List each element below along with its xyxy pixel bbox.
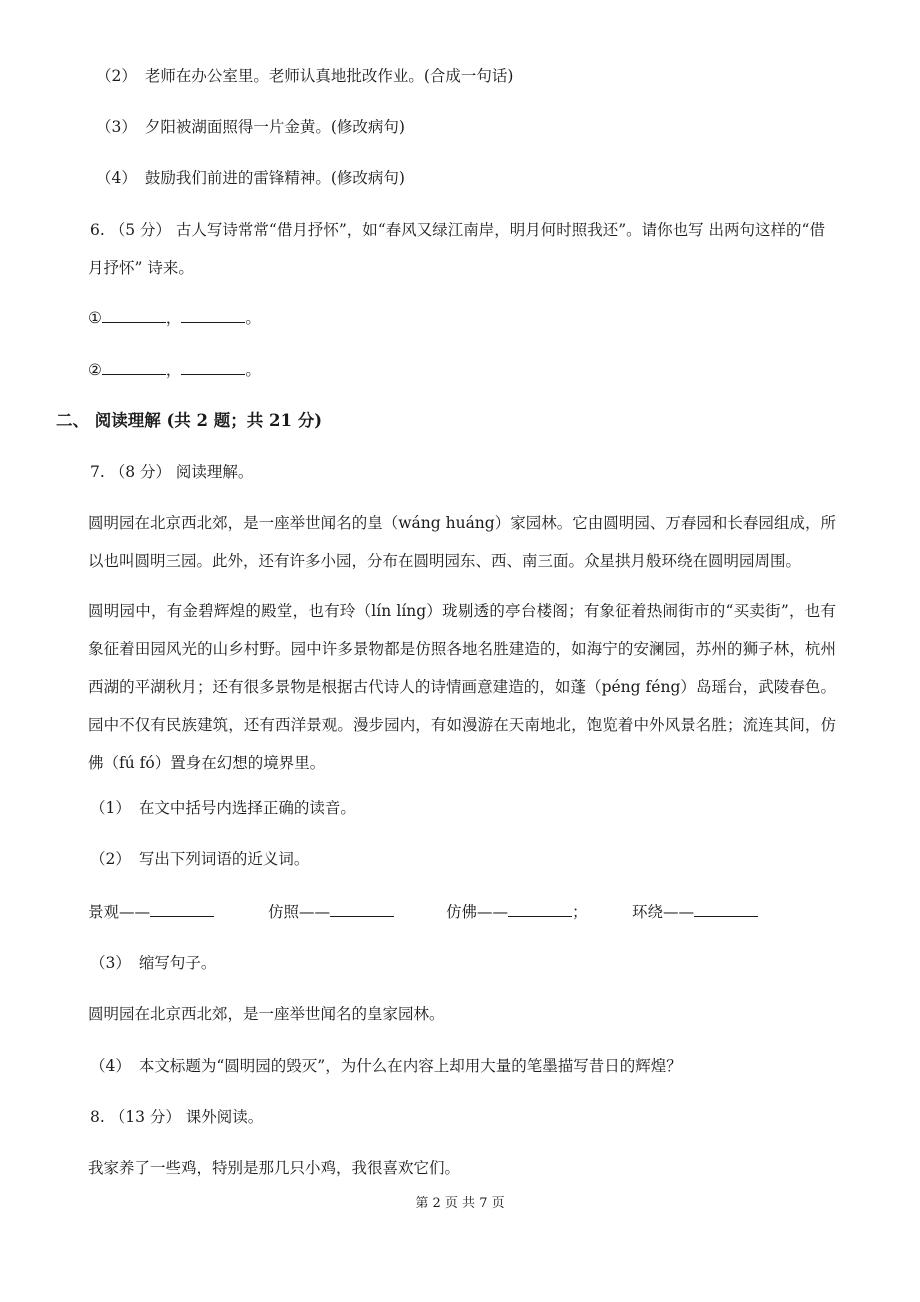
answer-blank[interactable]	[102, 359, 166, 375]
item-number: （1）	[90, 799, 131, 817]
item-text: 在文中括号内选择正确的读音。	[138, 799, 356, 817]
q6-prompt-line2: 月抒怀” 诗来。	[88, 259, 194, 277]
synonym-item-fangzhao	[268, 901, 394, 922]
item-text: 鼓励我们前进的雷锋精神。(修改病句)	[144, 169, 405, 187]
synonym-item-huanrao	[632, 901, 758, 922]
item-number: （2）	[90, 850, 131, 868]
answer-blank[interactable]	[181, 359, 245, 375]
q7-header: 7. （8 分） 阅读理解。	[90, 463, 254, 481]
q7-passage-paragraph-1: 圆明园在北京西北郊，是一座举世闻名的皇（wáng huáng）家园林。它由圆明园、万春园和长春园组成，所以也叫圆明三园。此外，还有许多小园，分布在圆明园东、西、南三面。众星拱月般环绕在圆明园周围。	[88, 514, 836, 570]
q7-sub-2	[90, 849, 309, 869]
circled-number-1: ①	[88, 309, 102, 327]
synonym-item-fangfu	[446, 901, 588, 922]
comma: ，	[165, 361, 182, 379]
q5-item-2	[96, 66, 513, 86]
q7-sub-3	[90, 953, 216, 973]
q7-sub-1	[90, 798, 356, 818]
item-text: 写出下列词语的近义词。	[138, 850, 310, 868]
semicolon: ；	[572, 903, 588, 921]
synonym-word: 仿佛——	[446, 903, 509, 921]
q7-passage-paragraph-2: 圆明园中，有金碧辉煌的殿堂，也有玲（lín líng）珑剔透的亭台楼阁；有象征着热闹街市的“买卖街”，也有象征着田园风光的山乡村野。园中许多景物都是仿照各地名胜建造的，如海宁的安澜园，苏州的狮子林，杭州西湖的平湖秋月；还有很多景物是根据古代诗人的诗情画意建造的，如蓬（péng féng）岛瑶台，武陵春色。园中不仅有民族建筑，还有西洋景观。漫步园内，有如漫游在天南地北，饱览着中外风景名胜；流连其间，仿佛（fú fó）置身在幻想的境界里。	[88, 602, 836, 772]
answer-blank[interactable]	[102, 307, 166, 323]
section-heading: 二、 阅读理解 (共 2 题；共 21 分)	[56, 411, 323, 430]
item-number: （4）	[96, 169, 137, 187]
synonym-word: 环绕——	[632, 903, 695, 921]
answer-blank[interactable]	[694, 901, 758, 917]
q6-answer-2	[88, 359, 261, 380]
q7-sentence-to-shorten: 圆明园在北京西北郊，是一座举世闻名的皇家园林。	[88, 1005, 445, 1023]
q8-header: 8. （13 分） 课外阅读。	[90, 1108, 264, 1126]
period: 。	[245, 361, 261, 379]
q7-sub-4	[90, 1056, 682, 1076]
synonym-item-jingguan	[88, 901, 214, 922]
period: 。	[245, 309, 261, 327]
synonym-word: 仿照——	[268, 903, 331, 921]
page-footer: 第 2 页 共 7 页	[415, 1196, 505, 1211]
item-text: 夕阳被湖面照得一片金黄。(修改病句)	[144, 118, 405, 136]
q6-answer-1	[88, 307, 261, 328]
q5-item-3	[96, 117, 405, 137]
circled-number-2: ②	[88, 361, 102, 379]
answer-blank[interactable]	[330, 901, 394, 917]
answer-blank[interactable]	[181, 307, 245, 323]
answer-blank[interactable]	[508, 901, 572, 917]
q8-passage-paragraph-1: 我家养了一些鸡，特别是那几只小鸡，我很喜欢它们。	[88, 1159, 461, 1177]
item-number: （2）	[96, 67, 137, 85]
q5-item-4	[96, 168, 405, 188]
q6-prompt-line1: 6. （5 分） 古人写诗常常“借月抒怀”，如“春风又绿江南岸，明月何时照我还”。请你也写 出两句这样的“借	[90, 221, 825, 239]
answer-blank[interactable]	[150, 901, 214, 917]
item-text: 缩写句子。	[138, 954, 217, 972]
item-text: 老师在办公室里。老师认真地批改作业。(合成一句话)	[144, 67, 514, 85]
comma: ，	[165, 309, 182, 327]
synonym-word: 景观——	[88, 903, 151, 921]
item-number: （3）	[96, 118, 137, 136]
item-text: 本文标题为“圆明园的毁灭”，为什么在内容上却用大量的笔墨描写昔日的辉煌？	[138, 1057, 682, 1075]
item-number: （4）	[90, 1057, 131, 1075]
item-number: （3）	[90, 954, 131, 972]
